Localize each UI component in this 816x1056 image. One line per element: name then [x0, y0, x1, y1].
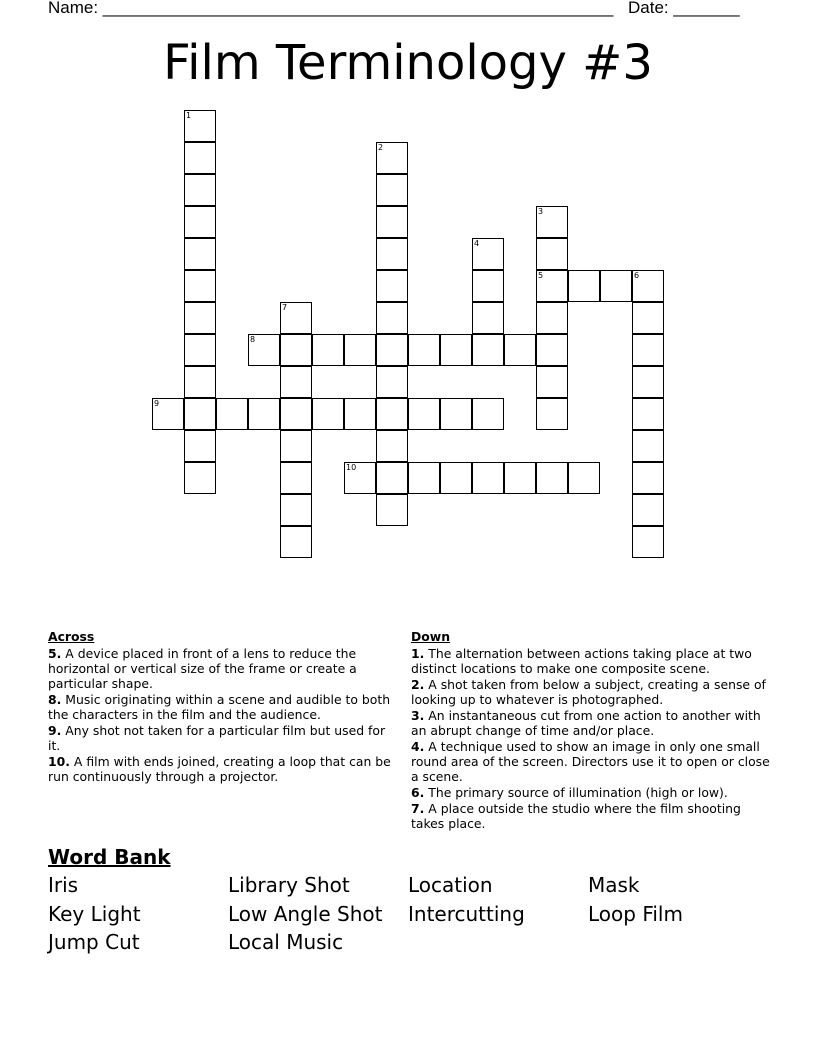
word-bank-item: Library Shot [228, 873, 350, 897]
page-title: Film Terminology #3 [163, 35, 653, 91]
crossword-cell[interactable] [376, 142, 408, 174]
crossword-cell[interactable] [632, 494, 664, 526]
across-clue-5: 5. A device placed in front of a lens to reduce the horizontal or vertical size of the frame or create a particular shape. [48, 646, 357, 691]
crossword-cell[interactable] [632, 462, 664, 494]
word-bank-item: Key Light [48, 901, 141, 926]
crossword-cell[interactable] [280, 430, 312, 462]
crossword-cell[interactable] [376, 206, 408, 238]
crossword-cell[interactable] [152, 398, 184, 430]
crossword-cell[interactable] [632, 270, 664, 302]
crossword-cell[interactable] [408, 398, 440, 430]
crossword-cell[interactable] [472, 302, 504, 334]
crossword-cell[interactable] [536, 238, 568, 270]
word-bank-item: Intercutting [408, 901, 525, 926]
word-bank-item: Iris [48, 873, 79, 897]
crossword-cell[interactable] [184, 430, 216, 462]
crossword-cell[interactable] [536, 366, 568, 398]
crossword-cell[interactable] [536, 462, 568, 494]
crossword-cell[interactable] [184, 110, 216, 142]
crossword-cell[interactable] [376, 270, 408, 302]
crossword-cell[interactable] [184, 142, 216, 174]
crossword-cell[interactable] [440, 334, 472, 366]
crossword-cell[interactable] [376, 430, 408, 462]
crossword-cell[interactable] [376, 334, 408, 366]
crossword-cell[interactable] [344, 334, 376, 366]
down-heading: Down [411, 629, 451, 644]
crossword-cell[interactable] [344, 462, 376, 494]
word-bank-item: Loop Film [588, 901, 683, 926]
crossword-cell[interactable] [184, 174, 216, 206]
word-bank-item: Location [408, 873, 493, 897]
crossword-cell[interactable] [536, 334, 568, 366]
word-bank [48, 873, 768, 959]
crossword-cell[interactable] [376, 174, 408, 206]
crossword-cell[interactable] [568, 462, 600, 494]
crossword-cell[interactable] [536, 206, 568, 238]
crossword-cell[interactable] [632, 302, 664, 334]
crossword-cell[interactable] [440, 398, 472, 430]
crossword-cell[interactable] [376, 238, 408, 270]
crossword-cell[interactable] [504, 334, 536, 366]
crossword-cell[interactable] [184, 398, 216, 430]
crossword-cell[interactable] [280, 366, 312, 398]
crossword-cell[interactable] [184, 238, 216, 270]
crossword-cell[interactable] [184, 462, 216, 494]
crossword-cell[interactable] [376, 366, 408, 398]
clue-number: 4 [474, 239, 480, 248]
clue-number: 9 [154, 399, 160, 408]
crossword-cell[interactable] [600, 270, 632, 302]
crossword-cell[interactable] [472, 334, 504, 366]
crossword-cell[interactable] [248, 398, 280, 430]
crossword-cell[interactable] [568, 270, 600, 302]
word-bank-title: Word Bank [48, 845, 171, 869]
word-bank-item: Mask [588, 873, 640, 897]
across-clues [48, 629, 398, 785]
clue-number: 2 [378, 143, 384, 152]
down-clues [411, 629, 771, 832]
crossword-cell[interactable] [376, 494, 408, 526]
name-field[interactable]: Name: ______________________________________________________ [48, 0, 614, 17]
crossword-cell[interactable] [344, 398, 376, 430]
crossword-cell[interactable] [472, 270, 504, 302]
crossword-cell[interactable] [408, 334, 440, 366]
crossword-cell[interactable] [632, 398, 664, 430]
crossword-cell[interactable] [504, 462, 536, 494]
across-clue-9: 9. Any shot not taken for a particular film but used for it. [48, 723, 386, 753]
crossword-cell[interactable] [248, 334, 280, 366]
crossword-cell[interactable] [280, 302, 312, 334]
clue-number: 6 [634, 271, 640, 280]
crossword-cell[interactable] [184, 366, 216, 398]
crossword-cell[interactable] [472, 462, 504, 494]
date-field[interactable]: Date: _______ [628, 0, 740, 17]
clue-number: 1 [186, 111, 192, 120]
across-clue-8: 8. Music originating within a scene and audible to both the characters in the film and the audience. [48, 692, 391, 722]
crossword-cell[interactable] [536, 302, 568, 334]
down-clue-1: 1. The alternation between actions taking place at two distinct locations to make one composite scene. [411, 646, 752, 676]
crossword-cell[interactable] [376, 398, 408, 430]
crossword-cell[interactable] [536, 270, 568, 302]
word-bank-item: Local Music [228, 930, 344, 954]
crossword-cell[interactable] [472, 398, 504, 430]
crossword-cell[interactable] [376, 302, 408, 334]
across-heading: Across [48, 629, 95, 644]
clue-number: 3 [538, 207, 544, 216]
down-clue-2: 2. A shot taken from below a subject, creating a sense of looking up to whatever is photographed. [411, 677, 766, 707]
crossword-cell[interactable] [632, 430, 664, 462]
clue-number: 8 [250, 335, 256, 344]
down-clue-3: 3. An instantaneous cut from one action to another with an abrupt change of time and/or place. [411, 708, 761, 738]
clue-number: 7 [282, 303, 288, 312]
crossword-cell[interactable] [184, 334, 216, 366]
crossword-cell[interactable] [536, 398, 568, 430]
crossword-cell[interactable] [632, 526, 664, 558]
crossword-cell[interactable] [632, 334, 664, 366]
down-clue-4: 4. A technique used to show an image in only one small round area of the screen. Directors use it to open or close a scene. [411, 739, 770, 784]
crossword-cell[interactable] [216, 398, 248, 430]
clue-number: 5 [538, 271, 544, 280]
crossword-cell[interactable] [184, 270, 216, 302]
word-bank-item: Low Angle Shot [228, 901, 383, 926]
crossword-cell[interactable] [280, 334, 312, 366]
crossword-cell[interactable] [472, 238, 504, 270]
crossword-cell[interactable] [312, 398, 344, 430]
crossword-cell[interactable] [312, 334, 344, 366]
crossword-cell[interactable] [280, 462, 312, 494]
crossword-cell[interactable] [280, 526, 312, 558]
crossword-cell[interactable] [280, 398, 312, 430]
down-clue-6: 6. The primary source of illumination (high or low). [411, 785, 728, 800]
crossword-cell[interactable] [184, 206, 216, 238]
crossword-cell[interactable] [184, 302, 216, 334]
crossword-cell[interactable] [440, 462, 472, 494]
down-clue-7: 7. A place outside the studio where the film shooting takes place. [411, 801, 741, 831]
word-bank-item: Jump Cut [48, 930, 140, 954]
clue-number: 10 [346, 463, 357, 472]
crossword-cell[interactable] [632, 366, 664, 398]
crossword-cell[interactable] [408, 462, 440, 494]
crossword-cell[interactable] [280, 494, 312, 526]
across-clue-10: 10. A film with ends joined, creating a loop that can be run continuously through a projector. [48, 754, 391, 784]
crossword-cell[interactable] [376, 462, 408, 494]
